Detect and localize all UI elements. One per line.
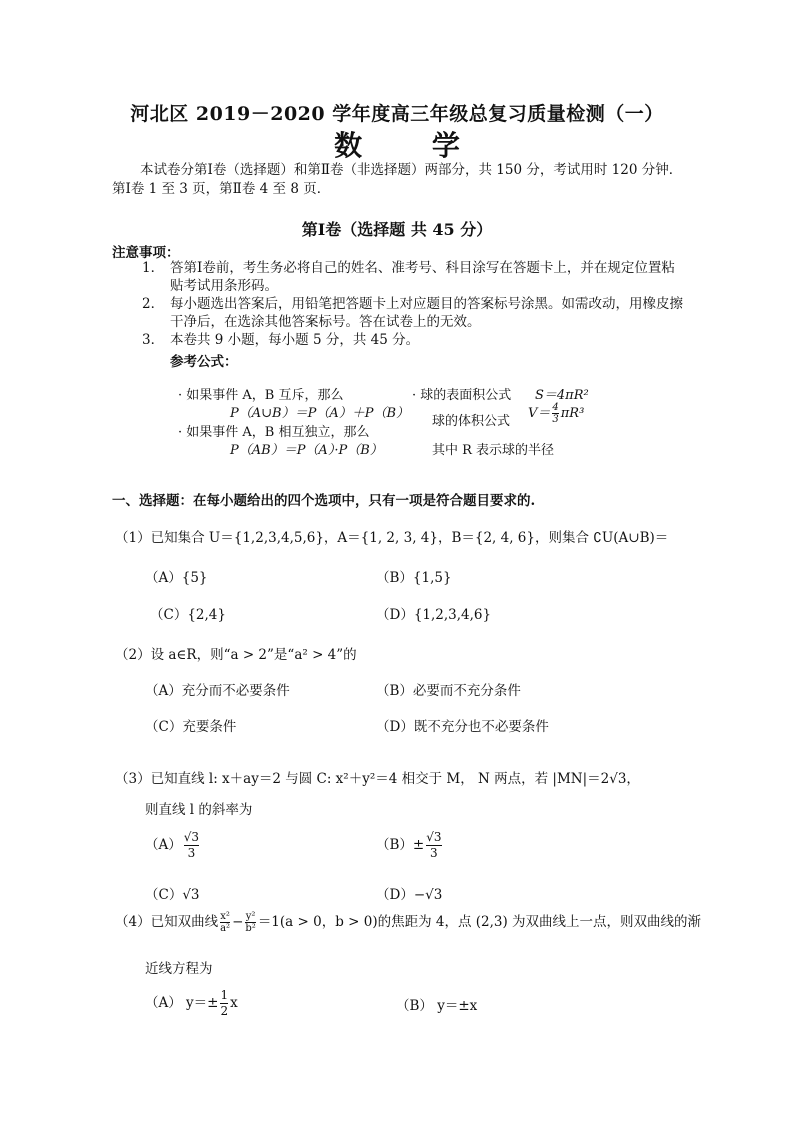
exam-intro: 本试卷分第Ⅰ卷（选择题）和第Ⅱ卷（非选择题）两部分，共 150 分，考试用时 120 分钟．第Ⅰ卷 1 至 3 页，第Ⅱ卷 4 至 8 页．	[112, 162, 683, 197]
q3-b-num: √3	[426, 830, 442, 844]
q3-option-a	[145, 830, 201, 861]
formula-sphere-area-eq: S＝4πR²	[535, 388, 589, 403]
q2-option-b: （B）必要而不充分条件	[376, 683, 521, 699]
formula-mutex-eq: P（A∪B）＝P（A）＋P（B）	[230, 406, 410, 421]
formula-indep-eq: P（AB）＝P（A）·P（B）	[230, 443, 383, 458]
q4-stem-b: ＝1(a > 0，b > 0)的焦距为 4，点 (2,3) 为双曲线上一点，则双曲线的渐	[257, 914, 702, 930]
question-1-stem: （1）已知集合 U＝{1,2,3,4,5,6}，A＝{1, 2, 3, 4}，B＝{2, 4, 6}，则集合 ∁U(A∪B)＝	[115, 530, 669, 546]
q3-b-fraction	[426, 830, 441, 861]
q3-a-label: （A）	[145, 837, 182, 853]
q4-minus: −	[232, 914, 244, 930]
notice-item	[142, 331, 684, 349]
q2-option-d: （D）既不充分也不必要条件	[376, 719, 549, 735]
q2-option-a: （A）充分而不必要条件	[145, 683, 290, 699]
formula-sphere-vol-label: 球的体积公式	[432, 414, 511, 429]
formula-mutex: · 如果事件 A，B 互斥，那么	[178, 388, 344, 403]
q4-f1-den: a²	[220, 923, 231, 934]
q4-option-b: （B） y＝±x	[396, 998, 478, 1014]
q3-a-den: 3	[187, 846, 196, 860]
notice-title: 注意事项：	[112, 245, 180, 261]
q1-option-a: （A）{5}	[145, 570, 208, 586]
q3-option-b	[376, 830, 444, 861]
q3-b-label: （B）±	[376, 837, 425, 853]
notice-item	[142, 259, 684, 295]
q4-a-num: 1	[220, 988, 229, 1002]
question-2-stem: （2）设 a∈R，则“a > 2”是“a² > 4”的	[115, 647, 357, 663]
q2-option-c: （C）充要条件	[145, 719, 237, 735]
q4-fraction-x	[220, 911, 230, 934]
notice-number: 3．	[142, 332, 165, 348]
q4-a-label: （A） y＝±	[145, 995, 219, 1011]
part1-title: 第Ⅰ卷（选择题 共 45 分）	[301, 220, 493, 239]
formula-sphere-area-label: · 球的表面积公式	[412, 388, 512, 403]
question-3-stem-line2: 则直线 l 的斜率为	[145, 802, 253, 818]
section-choice-title: 一、选择题：在每小题给出的四个选项中，只有一项是符合题目要求的.	[112, 493, 536, 509]
q4-option-a	[145, 988, 238, 1019]
notice-item	[142, 295, 684, 331]
q4-f2-den: b²	[245, 923, 256, 934]
notice-text: 答第Ⅰ卷前，考生务必将自己的姓名、准考号、科目涂写在答题卡上，并在规定位置粘贴考试用条形码。	[170, 260, 675, 294]
vol-den: 3	[552, 414, 559, 425]
vol-lhs: V＝	[528, 406, 551, 421]
q4-fraction-y	[245, 911, 255, 934]
notice-number: 1．	[142, 260, 165, 276]
formula-title: 参考公式：	[170, 354, 238, 370]
formula-radius-note: 其中 R 表示球的半径	[432, 443, 555, 458]
q4-a-den: 2	[220, 1004, 229, 1018]
q4-f2-num: y²	[245, 911, 256, 922]
q3-option-d: （D）−√3	[376, 887, 443, 903]
q3-a-fraction	[184, 830, 199, 861]
question-3-stem: （3）已知直线 l: x＋ay＝2 与圆 C: x²＋y²＝4 相交于 M， N 两点，若 |MN|＝2√3，	[115, 771, 640, 787]
q3-option-c: （C）√3	[145, 887, 200, 903]
q4-stem-a: （4）已知双曲线	[115, 914, 219, 930]
vol-fraction	[552, 402, 558, 425]
notice-text: 本卷共 9 小题，每小题 5 分，共 45 分。	[170, 332, 420, 348]
q1-option-c: （C）{2,4}	[150, 607, 226, 623]
q1-option-d: （D）{1,2,3,4,6}	[376, 607, 492, 623]
formula-indep: · 如果事件 A，B 相互独立，那么	[178, 425, 370, 440]
q3-b-den: 3	[430, 846, 438, 860]
vol-rhs: πR³	[560, 406, 585, 421]
question-4-stem	[115, 910, 701, 934]
vol-num: 4	[552, 402, 559, 413]
question-4-stem-line2: 近线方程为	[145, 961, 213, 977]
formula-sphere-vol	[528, 402, 584, 425]
q1-option-b: （B）{1,5}	[376, 570, 452, 586]
exam-title: 河北区 2019－2020 学年度高三年级总复习质量检测（一）	[130, 103, 664, 125]
q3-a-num: √3	[183, 830, 200, 844]
q4-a-fraction	[220, 988, 228, 1019]
notice-text: 每小题选出答案后，用铅笔把答题卡上对应题目的答案标号涂黑。如需改动，用橡皮擦干净后，在选涂其他答案标号。答在试卷上的无效。	[170, 296, 683, 330]
notice-number: 2．	[142, 296, 165, 312]
q4-a-tail: x	[230, 995, 238, 1011]
q4-f1-num: x²	[220, 911, 230, 922]
subject-title: 数 学	[334, 129, 490, 162]
